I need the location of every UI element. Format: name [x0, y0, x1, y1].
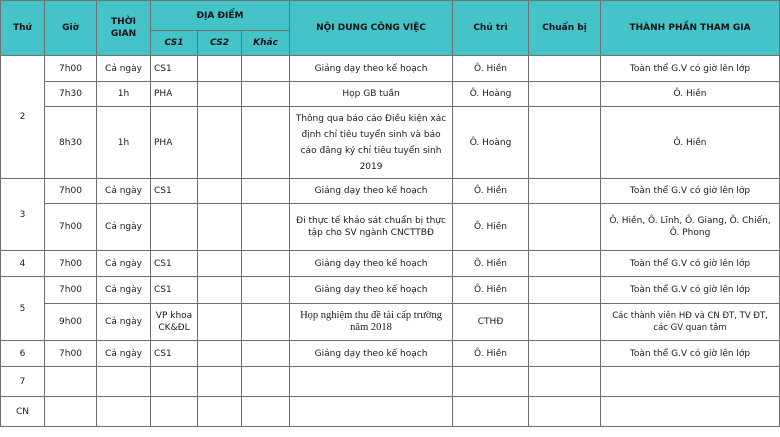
prep-cell — [529, 277, 601, 304]
table-row — [1, 397, 780, 427]
time-cell — [45, 397, 97, 427]
content-cell: Giảng dạy theo kế hoạch — [290, 179, 453, 204]
cs2-cell — [198, 304, 242, 341]
khac-cell — [242, 56, 290, 82]
participants-cell: Ô. Hiền — [601, 107, 780, 179]
khac-cell — [242, 179, 290, 204]
duration-cell — [97, 367, 151, 397]
prep-cell — [529, 107, 601, 179]
host-cell: Ô. Hiền — [453, 251, 529, 277]
header-cs2: CS2 — [198, 31, 242, 56]
time-cell: 9h00 — [45, 304, 97, 341]
duration-cell: Cả ngày — [97, 251, 151, 277]
khac-cell — [242, 107, 290, 179]
cs2-cell — [198, 367, 242, 397]
content-cell: Họp nghiệm thu đề tài cấp trường năm 2018 — [290, 304, 453, 341]
host-cell — [453, 397, 529, 427]
time-cell: 7h00 — [45, 179, 97, 204]
prep-cell — [529, 82, 601, 107]
time-cell: 7h00 — [45, 277, 97, 304]
time-cell: 7h00 — [45, 251, 97, 277]
host-cell: Ô. Hoàng — [453, 107, 529, 179]
prep-cell — [529, 251, 601, 277]
header-thanh-phan: THÀNH PHẦN THAM GIA — [601, 1, 780, 56]
cs2-cell — [198, 397, 242, 427]
cs1-cell: VP khoa CK&ĐL — [151, 304, 198, 341]
participants-cell: Ô. Hiền — [601, 82, 780, 107]
prep-cell — [529, 341, 601, 367]
cs2-cell — [198, 277, 242, 304]
participants-cell — [601, 397, 780, 427]
host-cell: Ô. Hiền — [453, 277, 529, 304]
cs2-cell — [198, 82, 242, 107]
table-row — [1, 204, 780, 251]
duration-cell: 1h — [97, 82, 151, 107]
khac-cell — [242, 251, 290, 277]
day-cell: 7 — [1, 367, 45, 397]
time-cell: 7h30 — [45, 82, 97, 107]
time-cell: 8h30 — [45, 107, 97, 179]
participants-cell: Toàn thể G.V có giờ lên lớp — [601, 179, 780, 204]
khac-cell — [242, 397, 290, 427]
day-cell: 5 — [1, 277, 45, 341]
content-cell: Thông qua báo cáo Điều kiện xác định chỉ tiêu tuyển sinh và báo cáo đăng ký chỉ tiêu tuyển sinh 2019 — [290, 107, 453, 179]
participants-cell: Toàn thể G.V có giờ lên lớp — [601, 251, 780, 277]
time-cell: 7h00 — [45, 204, 97, 251]
host-cell: Ô. Hiền — [453, 179, 529, 204]
day-cell: CN — [1, 397, 45, 427]
prep-cell — [529, 367, 601, 397]
content-cell — [290, 397, 453, 427]
duration-cell: Cả ngày — [97, 304, 151, 341]
cs1-cell: CS1 — [151, 341, 198, 367]
participants-cell — [601, 367, 780, 397]
khac-cell — [242, 204, 290, 251]
content-cell: Giảng dạy theo kế hoạch — [290, 251, 453, 277]
cs2-cell — [198, 107, 242, 179]
time-cell: 7h00 — [45, 56, 97, 82]
table-row — [1, 107, 780, 179]
participants-cell: Ô. Hiền, Ô. Lĩnh, Ô. Giang, Ô. Chiến, Ô. Phong — [601, 204, 780, 251]
host-cell: Ô. Hiền — [453, 341, 529, 367]
day-cell: 4 — [1, 251, 45, 277]
cs1-cell — [151, 397, 198, 427]
cs2-cell — [198, 179, 242, 204]
participants-cell: Toàn thể G.V có giờ lên lớp — [601, 277, 780, 304]
duration-cell: Cả ngày — [97, 179, 151, 204]
participants-cell: Toàn thể G.V có giờ lên lớp — [601, 56, 780, 82]
duration-cell — [97, 397, 151, 427]
cs1-cell: PHA — [151, 82, 198, 107]
table-row — [1, 82, 780, 107]
header-chu-tri: Chủ trì — [453, 1, 529, 56]
khac-cell — [242, 277, 290, 304]
cs1-cell: CS1 — [151, 179, 198, 204]
host-cell: CTHĐ — [453, 304, 529, 341]
day-cell: 6 — [1, 341, 45, 367]
cs1-cell: CS1 — [151, 56, 198, 82]
cs2-cell — [198, 341, 242, 367]
cs1-cell — [151, 204, 198, 251]
khac-cell — [242, 304, 290, 341]
participants-cell: Toàn thể G.V có giờ lên lớp — [601, 341, 780, 367]
content-cell: Họp GB tuần — [290, 82, 453, 107]
header-thoi-gian: THỜI GIAN — [97, 1, 151, 56]
khac-cell — [242, 367, 290, 397]
table-row — [1, 304, 780, 341]
cs1-cell: PHA — [151, 107, 198, 179]
content-cell: Giảng dạy theo kế hoạch — [290, 56, 453, 82]
prep-cell — [529, 397, 601, 427]
cs2-cell — [198, 251, 242, 277]
prep-cell — [529, 179, 601, 204]
header-thu: Thứ — [1, 1, 45, 56]
header-dia-diem: ĐỊA ĐIỂM — [151, 1, 290, 31]
table-row — [1, 367, 780, 397]
duration-cell: 1h — [97, 107, 151, 179]
host-cell: Ô. Hoàng — [453, 82, 529, 107]
table-row — [1, 179, 780, 204]
host-cell — [453, 367, 529, 397]
day-cell: 2 — [1, 56, 45, 179]
header-chuan-bi: Chuẩn bị — [529, 1, 601, 56]
header-khac: Khác — [242, 31, 290, 56]
table-row — [1, 277, 780, 304]
khac-cell — [242, 82, 290, 107]
table-row — [1, 251, 780, 277]
duration-cell: Cả ngày — [97, 277, 151, 304]
participants-cell: Các thành viên HĐ và CN ĐT, TV ĐT, các GV quan tâm — [601, 304, 780, 341]
cs1-cell: CS1 — [151, 251, 198, 277]
header-noi-dung: NỘI DUNG CÔNG VIỆC — [290, 1, 453, 56]
prep-cell — [529, 204, 601, 251]
content-cell — [290, 367, 453, 397]
prep-cell — [529, 56, 601, 82]
header-gio: Giờ — [45, 1, 97, 56]
content-cell: Giảng dạy theo kế hoạch — [290, 341, 453, 367]
content-cell: Đi thực tế khảo sát chuẩn bị thực tập cho SV ngành CNCTTBĐ — [290, 204, 453, 251]
cs2-cell — [198, 56, 242, 82]
duration-cell: Cả ngày — [97, 56, 151, 82]
host-cell: Ô. Hiền — [453, 204, 529, 251]
content-cell: Giảng dạy theo kế hoạch — [290, 277, 453, 304]
khac-cell — [242, 341, 290, 367]
cs1-cell: CS1 — [151, 277, 198, 304]
host-cell: Ô. Hiền — [453, 56, 529, 82]
cs1-cell — [151, 367, 198, 397]
day-cell: 3 — [1, 179, 45, 251]
time-cell — [45, 367, 97, 397]
header-cs1: CS1 — [151, 31, 198, 56]
duration-cell: Cả ngày — [97, 204, 151, 251]
prep-cell — [529, 304, 601, 341]
duration-cell: Cả ngày — [97, 341, 151, 367]
cs2-cell — [198, 204, 242, 251]
time-cell: 7h00 — [45, 341, 97, 367]
table-row — [1, 56, 780, 82]
table-row — [1, 341, 780, 367]
